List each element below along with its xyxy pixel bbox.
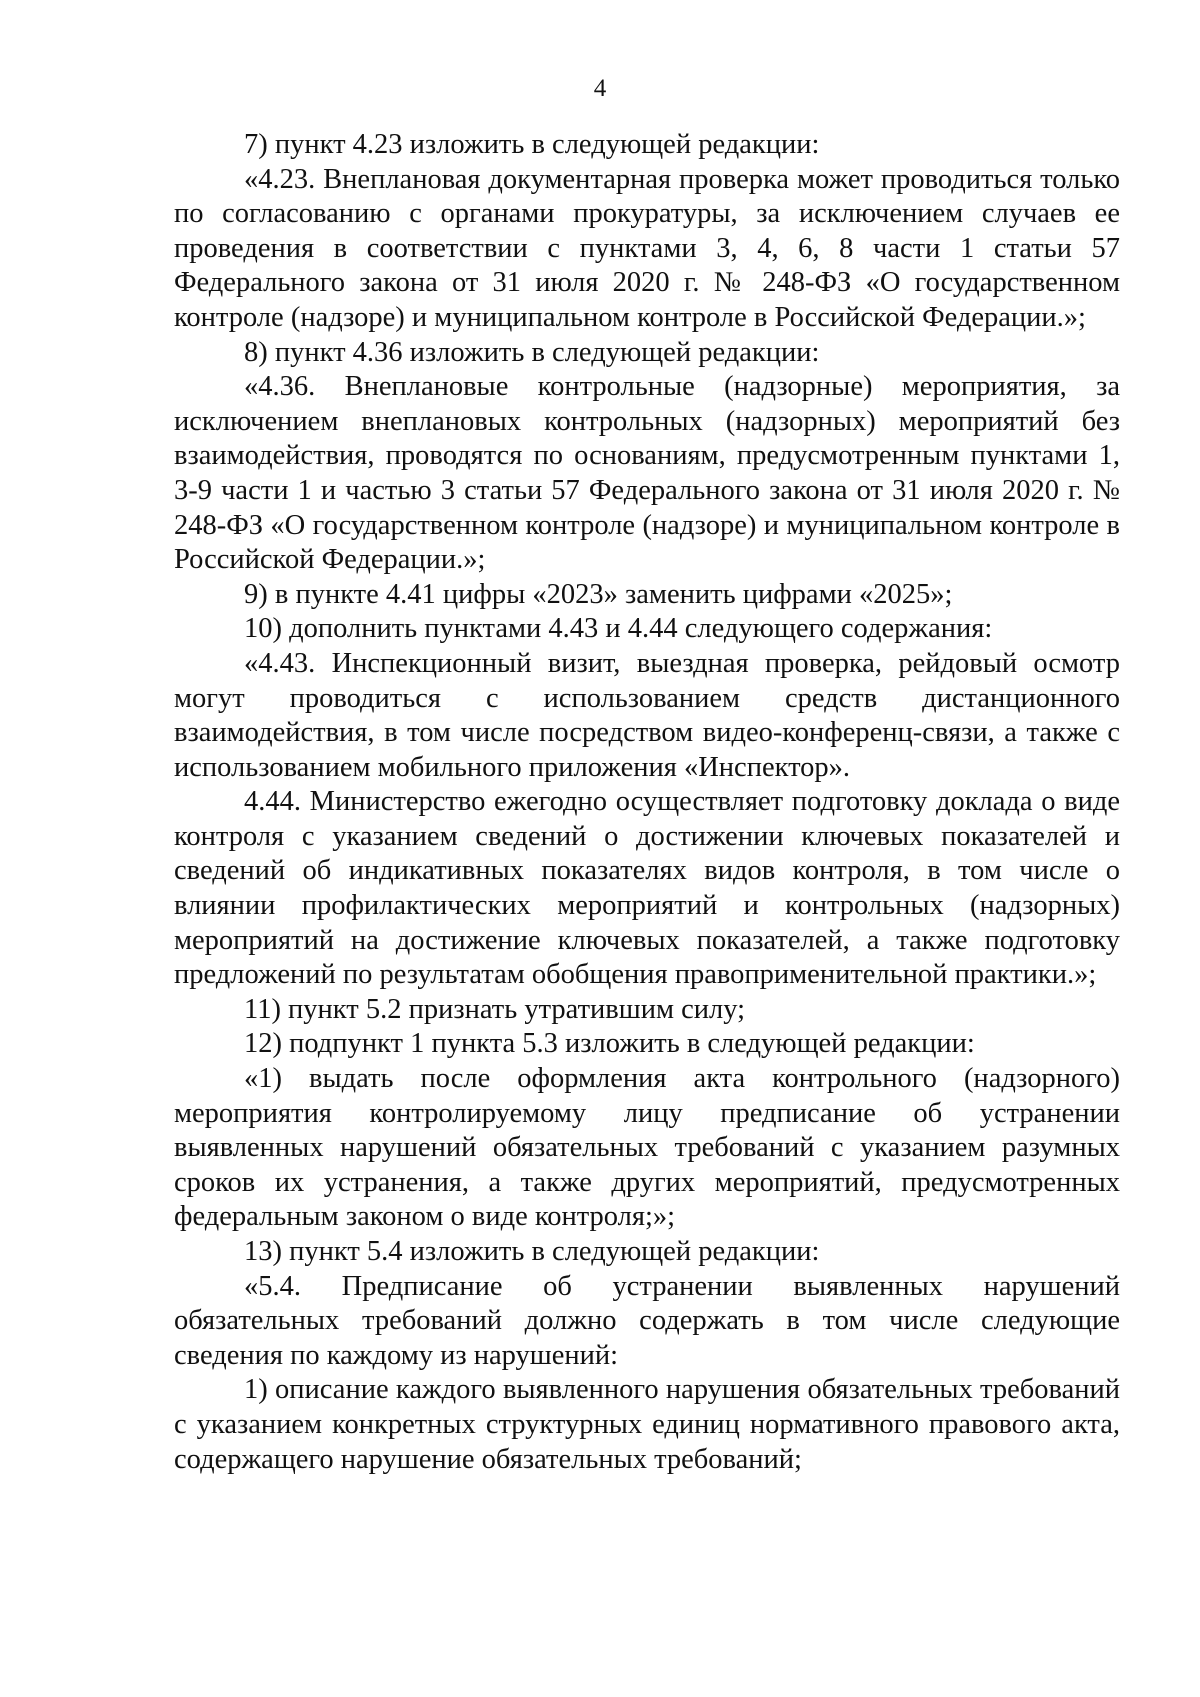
paragraph-point-4-43: «4.43. Инспекционный визит, выездная проверка, рейдовый осмотр могут проводиться с использованием средств дистанционного взаимодействия, в том числе посредством видео-конференц-связи, а также с использованием мобильного приложения «Инспектор». bbox=[174, 647, 1120, 783]
paragraph-item-11: 11) пункт 5.2 признать утратившим силу; bbox=[244, 993, 746, 1025]
paragraph-item-7-heading: 7) пункт 4.23 изложить в следующей редакции: bbox=[244, 129, 820, 160]
paragraph-item-9: 9) в пункте 4.41 цифры «2023» заменить цифрами «2025»; bbox=[244, 578, 953, 610]
page-number: 4 bbox=[593, 75, 607, 102]
paragraph-subpoint-1: «1) выдать после оформления акта контрольного (надзорного) мероприятия контролируемому лицу предписание об устранении выявленных нарушений обязательных требований с указанием разумных сроков их устранения, а также других мероприятий, предусмотренных федеральным законом о виде контроля;»; bbox=[174, 1063, 1120, 1233]
paragraph-point-4-23: «4.23. Внеплановая документарная проверка может проводиться только по согласованию с органами прокуратуры, за исключением случаев ее проведения в соответствии с пунктами 3, 4, 6, 8 части 1 статьи 57 Федерального закона от 31 июля 2020 г. № 248-ФЗ «О государственном контроле (надзоре) и муниципальном контроле в Российской Федерации.»; bbox=[174, 163, 1120, 333]
paragraph-item-13-heading: 13) пункт 5.4 изложить в следующей редакции: bbox=[244, 1236, 820, 1267]
paragraph-point-5-4: «5.4. Предписание об устранении выявленных нарушений обязательных требований должно содержать в том числе следующие сведения по каждому из нарушений: bbox=[174, 1270, 1120, 1371]
paragraph-item-10-heading: 10) дополнить пунктами 4.43 и 4.44 следующего содержания: bbox=[244, 613, 993, 645]
paragraph-point-4-44: 4.44. Министерство ежегодно осуществляет подготовку доклада о виде контроля с указанием сведений о достижении ключевых показателей и сведений об индикативных показателях видов контроля, в том числе о влиянии профилактических мероприятий и контрольных (надзорных) мероприятий на достижение ключевых показателей, а также подготовку предложений по результатам обобщения правоприменительной практики.»; bbox=[174, 786, 1120, 991]
paragraph-point-4-36: «4.36. Внеплановые контрольные (надзорные) мероприятия, за исключением внеплановых контрольных (надзорных) мероприятий без взаимодействия, проводятся по основаниям, предусмотренным пунктами 1, 3-9 части 1 и частью 3 статьи 57 Федерального закона от 31 июля 2020 г. № 248-ФЗ «О государственном контроле (надзоре) и муниципальном контроле в Российской Федерации.»; bbox=[174, 371, 1120, 576]
paragraph-subpoint-1-description: 1) описание каждого выявленного нарушения обязательных требований с указанием конкретных структурных единиц нормативного правового акта, содержащего нарушение обязательных требований; bbox=[174, 1374, 1120, 1475]
document-body bbox=[174, 128, 1120, 1477]
paragraph-item-12-heading: 12) подпункт 1 пункта 5.3 изложить в следующей редакции: bbox=[244, 1028, 975, 1060]
paragraph-item-8-heading: 8) пункт 4.36 изложить в следующей редакции: bbox=[244, 336, 820, 368]
